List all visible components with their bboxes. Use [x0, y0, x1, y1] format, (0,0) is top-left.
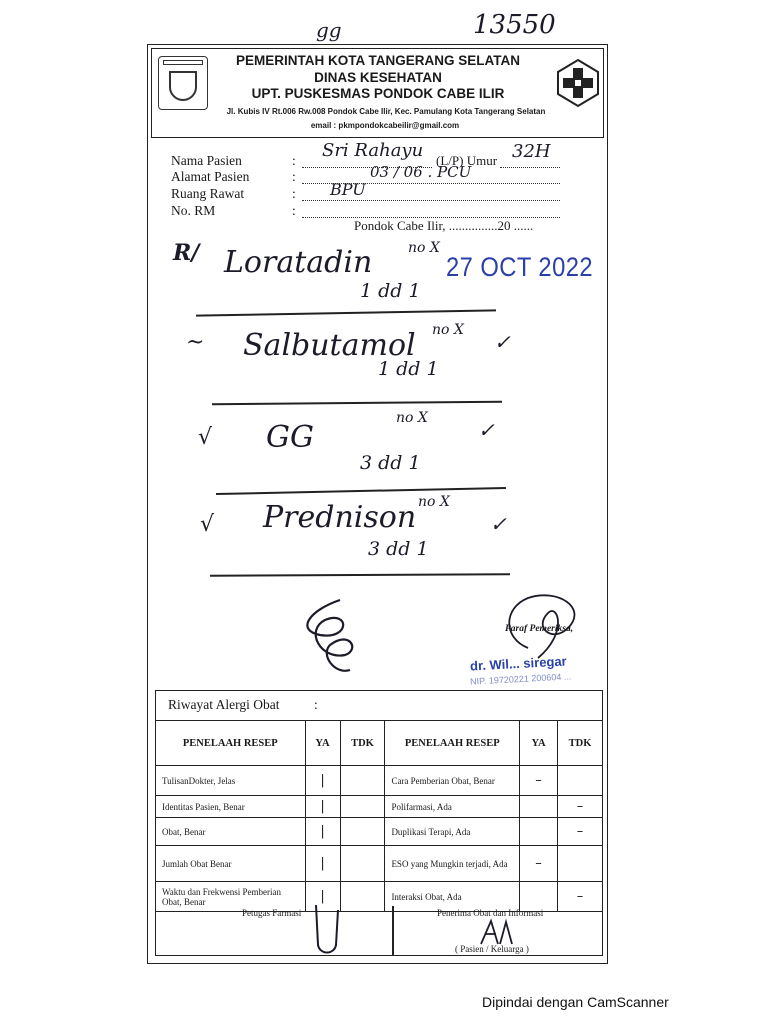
table-row: [156, 818, 603, 846]
place-date: Pondok Cabe Ilir, ...............20 ......: [354, 218, 534, 233]
room-value: BPU: [330, 180, 366, 199]
colon: :: [292, 186, 296, 201]
rx-mark: √: [198, 425, 213, 450]
colon: :: [292, 203, 296, 218]
check-cell[interactable]: –: [520, 766, 558, 796]
pharmacist-signature: [306, 900, 346, 960]
check-cell[interactable]: –: [558, 882, 603, 912]
check-cell[interactable]: |: [305, 882, 340, 912]
check-cell[interactable]: |: [305, 796, 340, 818]
check-mark: ✓: [494, 330, 511, 354]
criterion-cell: Identitas Pasien, Benar: [156, 796, 306, 818]
criterion-cell: Obat, Benar: [156, 818, 306, 846]
col-no: TDK: [340, 721, 385, 766]
doctor-stamp: dr. Wil... siregar: [469, 653, 568, 674]
city-seal-icon: [158, 56, 208, 110]
age-line: [500, 167, 560, 168]
label-patient-address: Alamat Pasien: [171, 169, 250, 184]
health-cross-icon: [556, 58, 600, 108]
header-email: email : pkmpondokcabeilir@gmail.com: [310, 121, 460, 130]
rx-drug: GG: [266, 420, 314, 455]
check-cell[interactable]: |: [305, 818, 340, 846]
check-cell[interactable]: –: [558, 796, 603, 818]
check-cell[interactable]: [520, 818, 558, 846]
col-reviewer: PENELAAH RESEP: [156, 721, 306, 766]
check-mark: ✓: [478, 418, 495, 442]
rx-dose: 1 dd 1: [378, 358, 439, 380]
patient-address-value: 03 / 06 . PCU: [370, 163, 472, 181]
label-rm: No. RM: [171, 203, 216, 218]
table-row: [156, 766, 603, 796]
check-cell[interactable]: [340, 846, 385, 882]
header-clinic: UPT. PUSKESMAS PONDOK CABE ILIR: [251, 86, 505, 101]
criterion-cell: Duplikasi Terapi, Ada: [385, 818, 520, 846]
check-cell[interactable]: [558, 846, 603, 882]
check-cell[interactable]: [340, 882, 385, 912]
rx-drug: Prednison: [263, 500, 417, 535]
col-reviewer: PENELAAH RESEP: [385, 721, 520, 766]
header-government: PEMERINTAH KOTA TANGERANG SELATAN: [236, 53, 520, 68]
doctor-stamp-nip: NIP. 19720221 200604 ...: [469, 671, 572, 687]
label-room: Ruang Rawat: [171, 186, 245, 201]
criterion-cell: Interaksi Obat, Ada: [385, 882, 520, 912]
label-patient-name: Nama Pasien: [171, 153, 242, 168]
rx-mark: √: [200, 512, 215, 537]
col-no: TDK: [558, 721, 603, 766]
check-cell[interactable]: –: [520, 846, 558, 882]
rx-dose: 3 dd 1: [360, 452, 421, 474]
date-stamp: 27 OCT 2022: [446, 252, 594, 282]
top-note-left: gg: [316, 18, 342, 42]
rx-dose: 1 dd 1: [360, 280, 421, 302]
receiver-sub: ( Pasien / Keluarga ): [455, 944, 529, 954]
check-cell[interactable]: |: [305, 766, 340, 796]
rx-dose: 3 dd 1: [368, 538, 429, 560]
criterion-cell: TulisanDokter, Jelas: [156, 766, 306, 796]
rx-mark: ~: [186, 330, 205, 355]
pharmacist-label: Petugas Farmasi: [242, 908, 302, 918]
scanner-watermark: Dipindai dengan CamScanner: [482, 994, 669, 1010]
examiner-label: Paraf Pemeriksa,: [505, 624, 574, 634]
check-cell[interactable]: [520, 796, 558, 818]
allergy-colon: :: [314, 697, 318, 712]
check-cell[interactable]: [520, 882, 558, 912]
header-department: DINAS KESEHATAN: [314, 70, 442, 85]
doctor-signature: [290, 590, 380, 690]
room-line: [302, 200, 560, 201]
header-address: Jl. Kubis IV Rt.006 Rw.008 Pondok Cabe Ilir, Kec. Pamulang Kota Tangerang Selatan: [226, 107, 546, 116]
top-note-right: 13550: [473, 10, 556, 40]
check-cell[interactable]: [340, 818, 385, 846]
patient-name-value: Sri Rahayu: [322, 140, 424, 161]
rx-qty: no X: [418, 494, 450, 510]
table-row: [156, 846, 603, 882]
check-cell[interactable]: |: [305, 846, 340, 882]
table-row: [156, 796, 603, 818]
receiver-label: Penerima Obat dan Informasi: [437, 908, 544, 918]
allergy-label: Riwayat Alergi Obat: [168, 697, 280, 712]
receiver-signature: [476, 916, 516, 948]
check-cell[interactable]: [558, 766, 603, 796]
check-cell[interactable]: [340, 796, 385, 818]
colon: :: [292, 169, 296, 184]
rx-mark: R/: [173, 240, 200, 266]
signature-divider: [392, 906, 394, 956]
check-cell[interactable]: –: [558, 818, 603, 846]
criterion-cell: Polifarmasi, Ada: [385, 796, 520, 818]
colon: :: [292, 153, 296, 168]
table-header-row: [156, 721, 603, 766]
rx-qty: no X: [432, 322, 464, 338]
sex-age-label: (L/P) Umur: [436, 153, 498, 168]
rx-qty: no X: [408, 240, 440, 256]
check-cell[interactable]: [340, 766, 385, 796]
patient-age-value: 32H: [512, 141, 551, 162]
criterion-cell: Cara Pemberian Obat, Benar: [385, 766, 520, 796]
rx-drug: Loratadin: [224, 245, 373, 280]
check-mark: ✓: [490, 512, 507, 536]
col-yes: YA: [305, 721, 340, 766]
col-yes: YA: [520, 721, 558, 766]
criterion-cell: Waktu dan Frekwensi Pemberian Obat, Benar: [156, 882, 306, 912]
rx-drug: Salbutamol: [243, 328, 416, 363]
table-row: [156, 882, 603, 912]
criterion-cell: Jumlah Obat Benar: [156, 846, 306, 882]
criterion-cell: ESO yang Mungkin terjadi, Ada: [385, 846, 520, 882]
rx-qty: no X: [396, 410, 428, 426]
prescription-review-table: [155, 720, 603, 912]
